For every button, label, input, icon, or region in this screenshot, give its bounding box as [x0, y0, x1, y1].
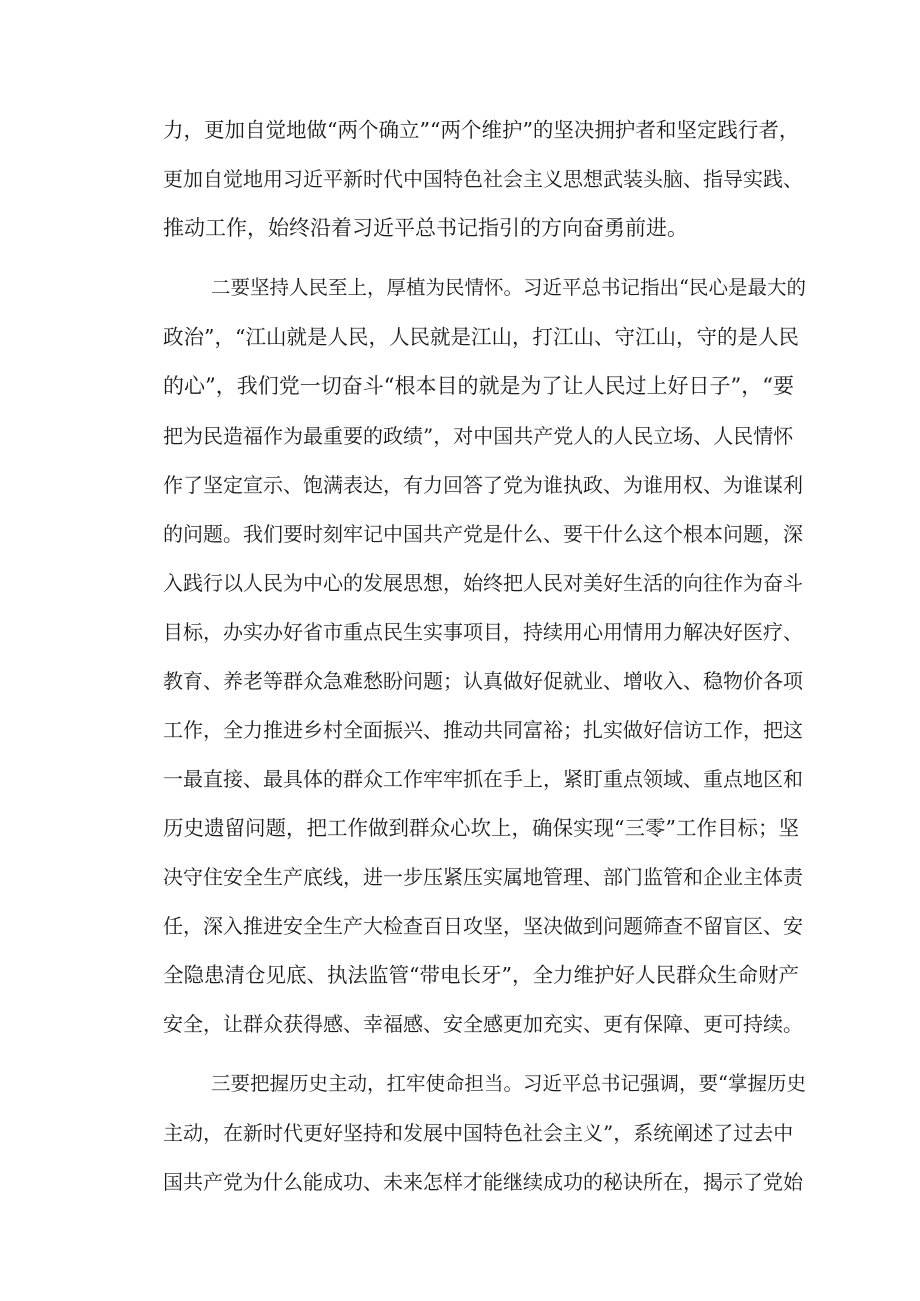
text-line: 安全，让群众获得感、幸福感、安全感更加充实、更有保障、更可持续。	[163, 1012, 803, 1036]
text-line: 推动工作，始终沿着习近平总书记指引的方向奋勇前进。	[163, 216, 688, 240]
text-line: 更加自觉地用习近平新时代中国特色社会主义思想武装头脑、指导实践、	[163, 167, 803, 191]
text-line: 政治”，“江山就是人民，人民就是江山，打江山、守江山，守的是人民	[163, 325, 799, 349]
text-line: 历史遗留问题，把工作做到群众心坎上，确保实现“三零”工作目标；坚	[163, 816, 799, 840]
text-line: 作了坚定宣示、饱满表达，有力回答了党为谁执政、为谁用权、为谁谋利	[163, 473, 803, 497]
text-line: 主动，在新时代更好坚持和发展中国特色社会主义”，系统阐述了过去中	[163, 1121, 794, 1145]
text-line: 把为民造福作为最重要的政绩”，对中国共产党人的人民立场、人民情怀	[163, 424, 794, 448]
text-line: 的问题。我们要时刻牢记中国共产党是什么、要干什么这个根本问题，深	[163, 522, 803, 546]
paragraph-first-line: 三要把握历史主动，扛牢使命担当。习近平总书记强调，要“掌握历史	[211, 1072, 806, 1095]
text-line: 工作，全力推进乡村全面振兴、推动共同富裕；扎实做好信访工作，把这	[163, 718, 803, 742]
paragraph-first-line: 二要坚持人民至上，厚植为民情怀。习近平总书记指出“民心是最大的	[211, 276, 806, 299]
text-line: 全隐患清仓见底、执法监管“带电长牙”，全力维护好人民群众生命财产	[163, 963, 799, 987]
text-line: 任，深入推进安全生产大检查百日攻坚，坚决做到问题筛查不留盲区、安	[163, 914, 803, 938]
text-line: 一最直接、最具体的群众工作牢牢抓在手上，紧盯重点领域、重点地区和	[163, 767, 803, 791]
text-line: 国共产党为什么能成功、未来怎样才能继续成功的秘诀所在，揭示了党始	[163, 1170, 803, 1194]
text-line: 入践行以人民为中心的发展思想，始终把人民对美好生活的向往作为奋斗	[163, 571, 803, 595]
text-line: 目标，办实办好省市重点民生实事项目，持续用心用情用力解决好医疗、	[163, 620, 803, 644]
text-line: 力，更加自觉地做“两个确立”“两个维护”的坚决拥护者和坚定践行者，	[163, 118, 800, 142]
text-line: 教育、养老等群众急难愁盼问题；认真做好促就业、增收入、稳物价各项	[163, 669, 803, 693]
text-line: 的心”，我们党一切奋斗“根本目的就是为了让人民过上好日子”，“要	[163, 374, 794, 398]
text-line: 决守住安全生产底线，进一步压紧压实属地管理、部门监管和企业主体责	[163, 865, 803, 889]
